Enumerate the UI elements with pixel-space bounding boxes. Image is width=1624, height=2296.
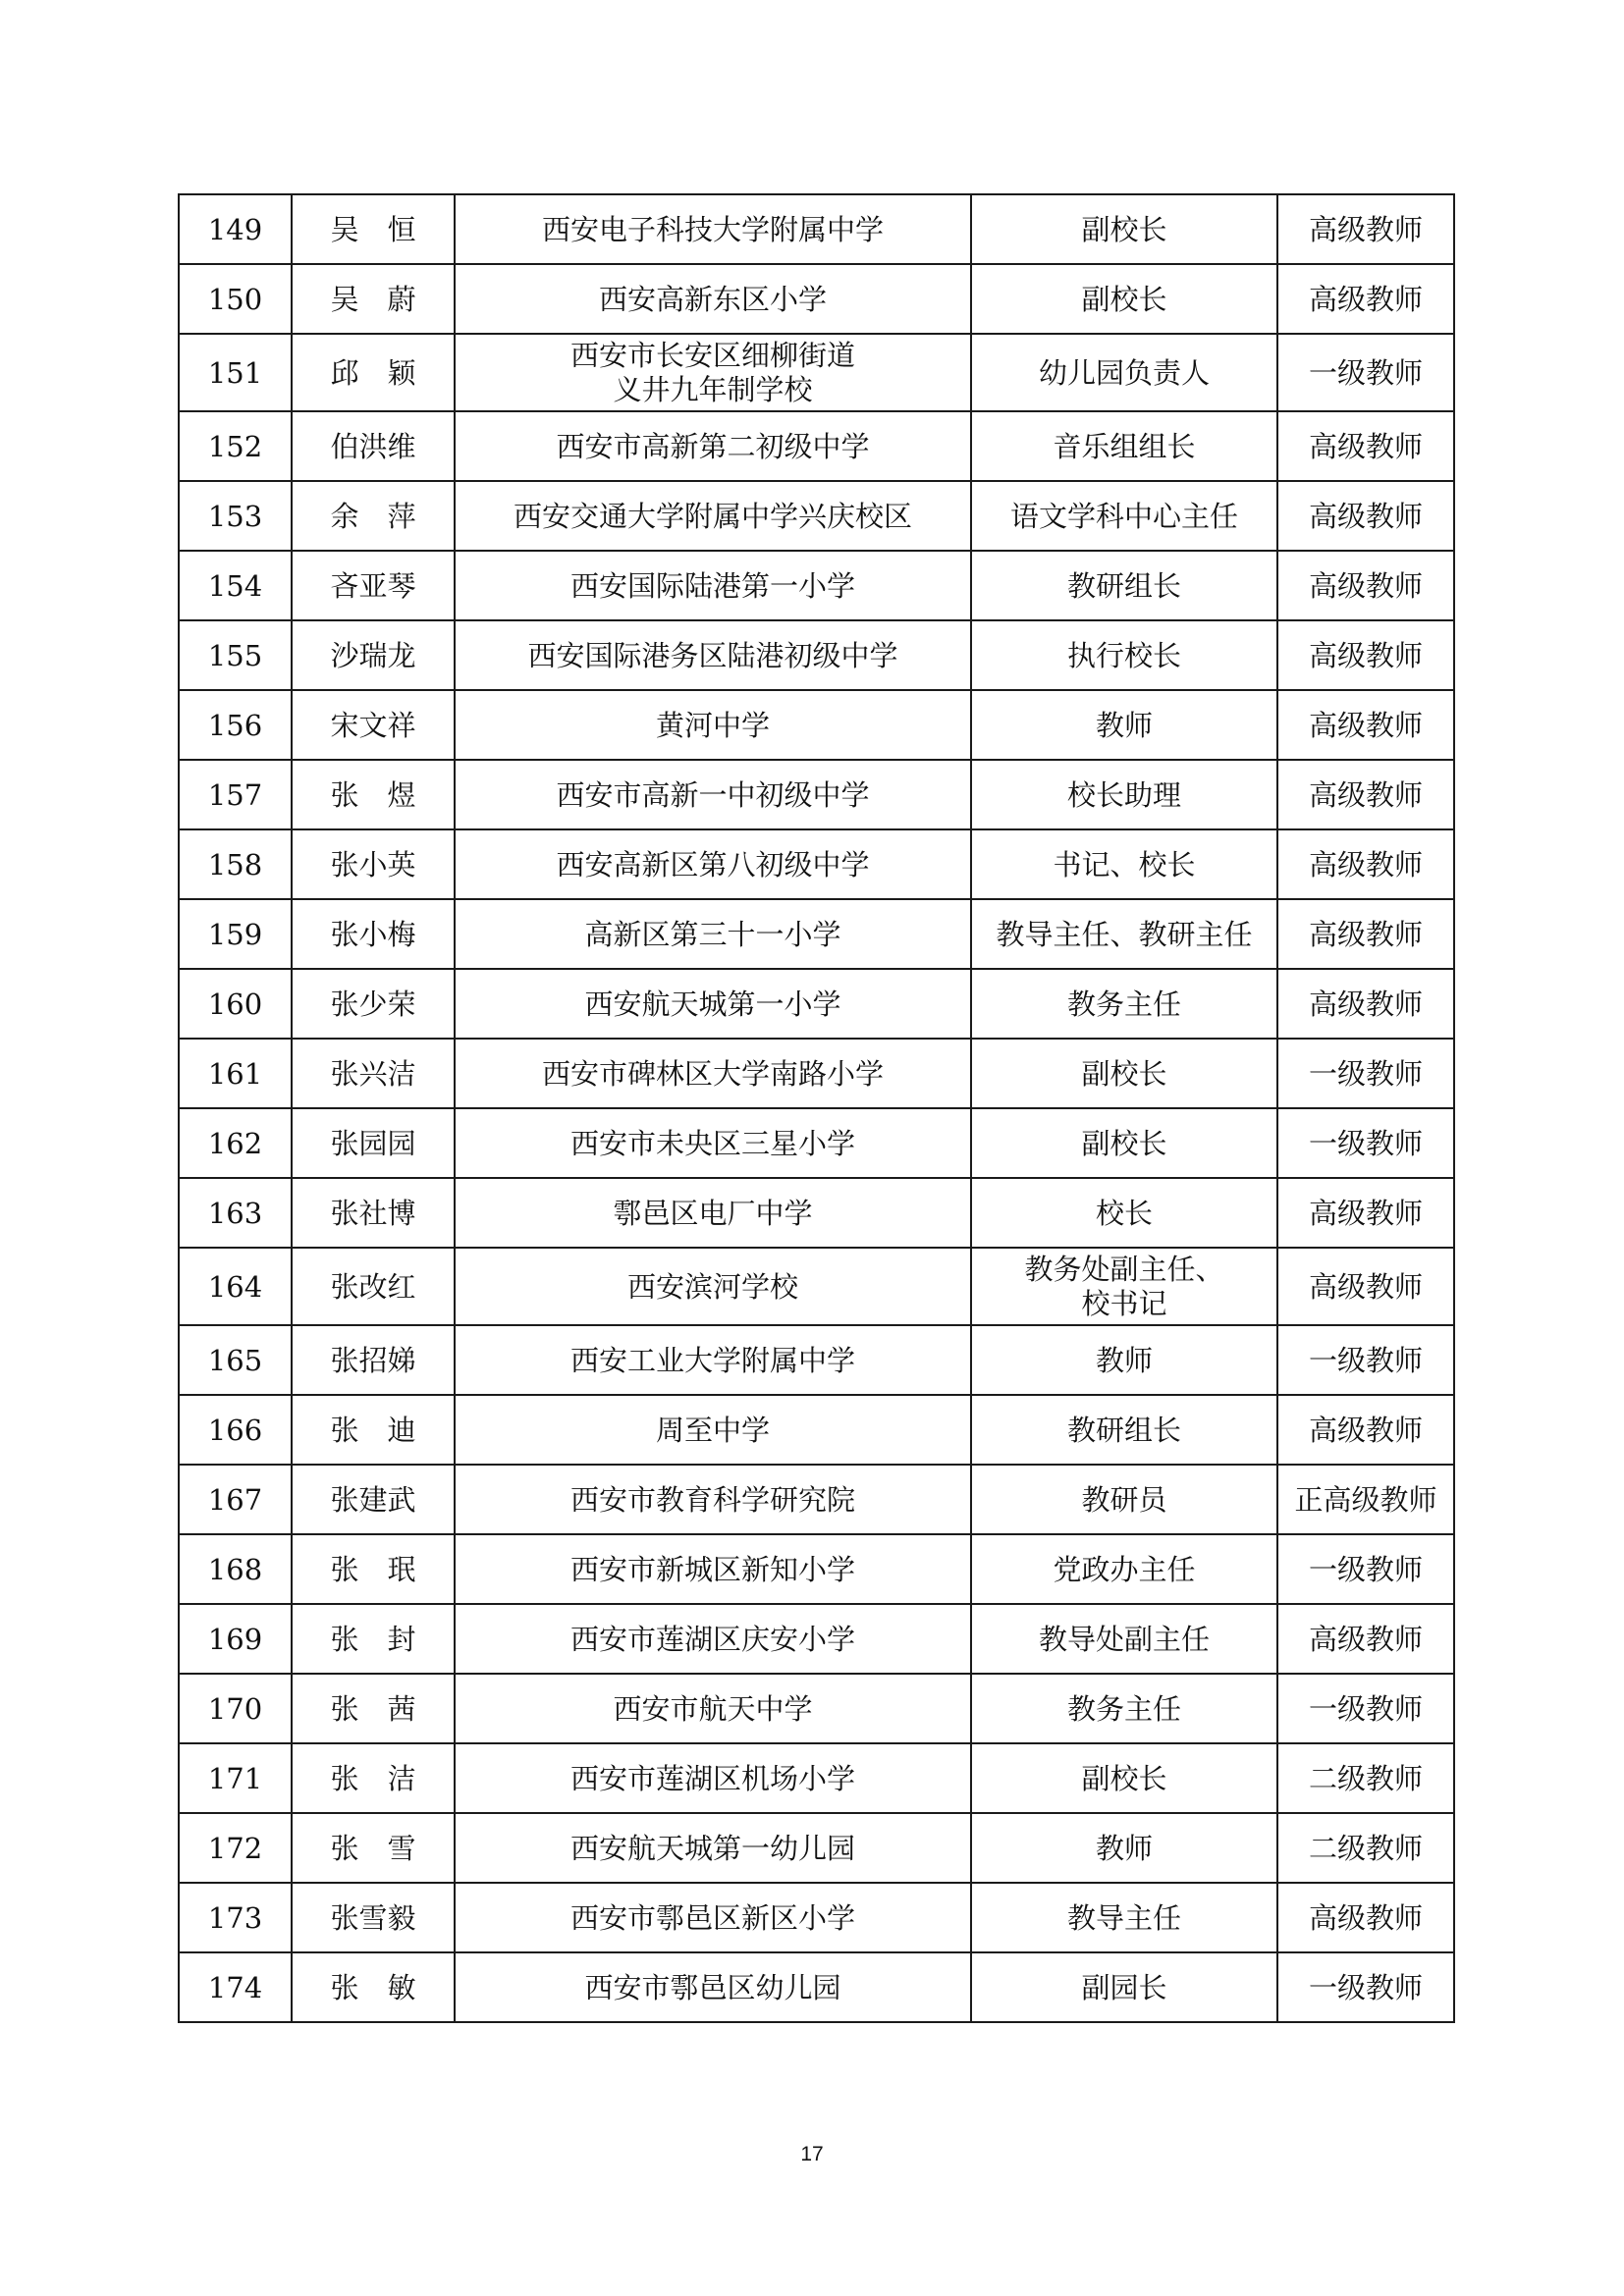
row-number-cell: 164 [179,1248,292,1325]
table-row [179,760,1454,829]
table-row [179,1395,1454,1465]
teacher-name-cell: 张 雪 [292,1813,455,1883]
professional-title-cell: 二级教师 [1277,1813,1454,1883]
position-cell [971,1952,1277,2022]
professional-title-cell: 高级教师 [1277,264,1454,334]
teacher-name-cell: 邱 颖 [292,334,455,411]
professional-title-cell: 高级教师 [1277,194,1454,264]
teacher-roster-table [178,193,1455,2023]
school-line: 西安高新区第八初级中学 [556,847,870,881]
school-cell [455,1813,971,1883]
table-row [179,1465,1454,1534]
school-cell [455,1952,971,2022]
school-cell [455,411,971,481]
school-line: 西安市高新一中初级中学 [556,777,870,812]
professional-title-cell: 高级教师 [1277,829,1454,899]
professional-title-cell: 一级教师 [1277,1039,1454,1108]
row-number-cell: 160 [179,969,292,1039]
row-number-cell: 155 [179,620,292,690]
position-cell [971,1248,1277,1325]
school-cell [455,1534,971,1604]
professional-title-cell: 高级教师 [1277,481,1454,551]
position-cell [971,620,1277,690]
position-cell [971,1178,1277,1248]
position-line: 校长 [1095,1196,1153,1230]
row-number-cell: 170 [179,1674,292,1743]
position-cell [971,481,1277,551]
professional-title-cell: 高级教师 [1277,1395,1454,1465]
teacher-name-cell: 余 萍 [292,481,455,551]
position-line: 教师 [1095,708,1153,742]
teacher-name-cell: 张建武 [292,1465,455,1534]
position-line: 副校长 [1081,1761,1167,1795]
school-cell [455,1883,971,1952]
table-row [179,829,1454,899]
professional-title-cell: 一级教师 [1277,1674,1454,1743]
school-cell [455,1465,971,1534]
school-cell [455,1039,971,1108]
row-number-cell: 154 [179,551,292,620]
school-line: 黄河中学 [655,708,770,742]
school-cell [455,1108,971,1178]
teacher-name-cell: 张雪毅 [292,1883,455,1952]
position-line: 教务主任 [1066,1691,1181,1726]
row-number-cell: 156 [179,690,292,760]
school-line: 西安市莲湖区庆安小学 [569,1622,855,1656]
school-line: 西安航天城第一幼儿园 [569,1831,855,1865]
position-line: 校书记 [1081,1286,1167,1320]
position-cell [971,1604,1277,1674]
school-cell [455,1743,971,1813]
row-number-cell: 157 [179,760,292,829]
position-line: 副校长 [1081,212,1167,246]
position-cell [971,1325,1277,1395]
table-row [179,620,1454,690]
school-cell [455,1395,971,1465]
position-cell [971,334,1277,411]
row-number-cell: 174 [179,1952,292,2022]
school-cell [455,690,971,760]
teacher-name-cell: 张 洁 [292,1743,455,1813]
professional-title-cell: 正高级教师 [1277,1465,1454,1534]
teacher-name-cell: 张招娣 [292,1325,455,1395]
school-line: 鄠邑区电厂中学 [613,1196,813,1230]
position-cell [971,1465,1277,1534]
school-line: 西安市鄠邑区幼儿园 [584,1970,841,2004]
school-line: 西安市航天中学 [613,1691,813,1726]
table-row [179,411,1454,481]
school-cell [455,1604,971,1674]
school-cell [455,194,971,264]
teacher-name-cell: 张改红 [292,1248,455,1325]
row-number-cell: 150 [179,264,292,334]
teacher-name-cell: 宋文祥 [292,690,455,760]
school-cell [455,1674,971,1743]
position-cell [971,1108,1277,1178]
teacher-name-cell: 张 茜 [292,1674,455,1743]
position-cell [971,551,1277,620]
row-number-cell: 159 [179,899,292,969]
professional-title-cell: 高级教师 [1277,411,1454,481]
school-cell [455,829,971,899]
table-row [179,1674,1454,1743]
position-cell [971,1534,1277,1604]
table-row [179,1743,1454,1813]
position-line: 书记、校长 [1053,847,1196,881]
school-line: 西安市长安区细柳街道 [569,338,855,372]
table-row [179,1883,1454,1952]
school-line: 西安市未央区三星小学 [569,1126,855,1160]
row-number-cell: 149 [179,194,292,264]
row-number-cell: 163 [179,1178,292,1248]
school-line: 西安滨河学校 [626,1269,798,1304]
row-number-cell: 153 [179,481,292,551]
position-cell [971,899,1277,969]
teacher-name-cell: 张小梅 [292,899,455,969]
professional-title-cell: 一级教师 [1277,1952,1454,2022]
school-line: 西安航天城第一小学 [584,987,841,1021]
school-cell [455,551,971,620]
school-cell [455,334,971,411]
school-cell [455,1248,971,1325]
professional-title-cell: 一级教师 [1277,1325,1454,1395]
school-cell [455,760,971,829]
position-cell [971,969,1277,1039]
page-number: 17 [800,2143,824,2165]
row-number-cell: 165 [179,1325,292,1395]
school-line: 西安高新东区小学 [598,282,827,316]
school-line: 义井九年制学校 [613,372,813,406]
position-line: 副园长 [1081,1970,1167,2004]
row-number-cell: 172 [179,1813,292,1883]
school-cell [455,481,971,551]
position-line: 音乐组组长 [1053,429,1196,463]
row-number-cell: 161 [179,1039,292,1108]
school-line: 西安国际港务区陆港初级中学 [527,638,898,672]
teacher-name-cell: 张 敏 [292,1952,455,2022]
teacher-name-cell: 张兴洁 [292,1039,455,1108]
position-line: 教务处副主任、 [1024,1252,1224,1286]
teacher-name-cell: 张 封 [292,1604,455,1674]
professional-title-cell: 高级教师 [1277,690,1454,760]
position-line: 教师 [1095,1831,1153,1865]
teacher-name-cell: 张少荣 [292,969,455,1039]
professional-title-cell: 一级教师 [1277,334,1454,411]
position-cell [971,829,1277,899]
table-row [179,194,1454,264]
professional-title-cell: 高级教师 [1277,1883,1454,1952]
roster-body [179,194,1454,2022]
school-cell [455,969,971,1039]
teacher-name-cell: 吴 蔚 [292,264,455,334]
row-number-cell: 158 [179,829,292,899]
position-cell [971,760,1277,829]
position-line: 副校长 [1081,1056,1167,1091]
professional-title-cell: 高级教师 [1277,551,1454,620]
row-number-cell: 173 [179,1883,292,1952]
school-line: 西安市高新第二初级中学 [556,429,870,463]
professional-title-cell: 高级教师 [1277,620,1454,690]
teacher-name-cell: 张社博 [292,1178,455,1248]
school-line: 西安市鄠邑区新区小学 [569,1900,855,1935]
professional-title-cell: 高级教师 [1277,899,1454,969]
teacher-name-cell: 沙瑞龙 [292,620,455,690]
position-line: 教师 [1095,1343,1153,1377]
school-cell [455,899,971,969]
professional-title-cell: 高级教师 [1277,969,1454,1039]
school-line: 西安市碑林区大学南路小学 [541,1056,884,1091]
teacher-name-cell: 吝亚琴 [292,551,455,620]
teacher-name-cell: 伯洪维 [292,411,455,481]
school-line: 周至中学 [655,1413,770,1447]
position-cell [971,690,1277,760]
position-line: 教务主任 [1066,987,1181,1021]
position-line: 党政办主任 [1053,1552,1196,1586]
teacher-name-cell: 张园园 [292,1108,455,1178]
position-cell [971,1743,1277,1813]
table-row [179,1248,1454,1325]
position-line: 教导主任、教研主任 [996,917,1253,951]
table-row [179,481,1454,551]
school-line: 西安市新城区新知小学 [569,1552,855,1586]
row-number-cell: 171 [179,1743,292,1813]
professional-title-cell: 高级教师 [1277,760,1454,829]
position-line: 语文学科中心主任 [1009,499,1238,533]
school-line: 西安电子科技大学附属中学 [541,212,884,246]
row-number-cell: 168 [179,1534,292,1604]
teacher-name-cell: 吴 恒 [292,194,455,264]
table-row [179,334,1454,411]
teacher-name-cell: 张 煜 [292,760,455,829]
table-row [179,690,1454,760]
position-cell [971,1039,1277,1108]
row-number-cell: 166 [179,1395,292,1465]
position-cell [971,1674,1277,1743]
position-cell [971,1395,1277,1465]
teacher-name-cell: 张 珉 [292,1534,455,1604]
position-line: 幼儿园负责人 [1038,355,1210,390]
position-cell [971,1883,1277,1952]
professional-title-cell: 高级教师 [1277,1178,1454,1248]
row-number-cell: 151 [179,334,292,411]
position-line: 教研组长 [1066,1413,1181,1447]
professional-title-cell: 一级教师 [1277,1108,1454,1178]
school-cell [455,620,971,690]
table-row [179,264,1454,334]
position-cell [971,1813,1277,1883]
school-line: 西安国际陆港第一小学 [569,568,855,603]
professional-title-cell: 高级教师 [1277,1248,1454,1325]
teacher-name-cell: 张 迪 [292,1395,455,1465]
position-line: 教导主任 [1066,1900,1181,1935]
row-number-cell: 167 [179,1465,292,1534]
school-cell [455,1325,971,1395]
school-line: 西安工业大学附属中学 [569,1343,855,1377]
position-line: 教研组长 [1066,568,1181,603]
position-line: 副校长 [1081,282,1167,316]
position-line: 副校长 [1081,1126,1167,1160]
teacher-name-cell: 张小英 [292,829,455,899]
professional-title-cell: 高级教师 [1277,1604,1454,1674]
position-cell [971,194,1277,264]
table-row [179,969,1454,1039]
table-row [179,551,1454,620]
professional-title-cell: 二级教师 [1277,1743,1454,1813]
table-row [179,899,1454,969]
school-line: 西安市教育科学研究院 [569,1482,855,1517]
school-line: 高新区第三十一小学 [584,917,841,951]
school-cell [455,1178,971,1248]
professional-title-cell: 一级教师 [1277,1534,1454,1604]
row-number-cell: 152 [179,411,292,481]
table-row [179,1952,1454,2022]
school-line: 西安交通大学附属中学兴庆校区 [513,499,912,533]
table-row [179,1325,1454,1395]
row-number-cell: 169 [179,1604,292,1674]
row-number-cell: 162 [179,1108,292,1178]
table-row [179,1604,1454,1674]
table-row [179,1534,1454,1604]
table-row [179,1178,1454,1248]
school-line: 西安市莲湖区机场小学 [569,1761,855,1795]
school-cell [455,264,971,334]
position-line: 校长助理 [1066,777,1181,812]
table-row [179,1813,1454,1883]
position-cell [971,264,1277,334]
table-row [179,1108,1454,1178]
position-line: 教导处副主任 [1038,1622,1210,1656]
position-line: 教研员 [1081,1482,1167,1517]
position-line: 执行校长 [1066,638,1181,672]
position-cell [971,411,1277,481]
table-row [179,1039,1454,1108]
